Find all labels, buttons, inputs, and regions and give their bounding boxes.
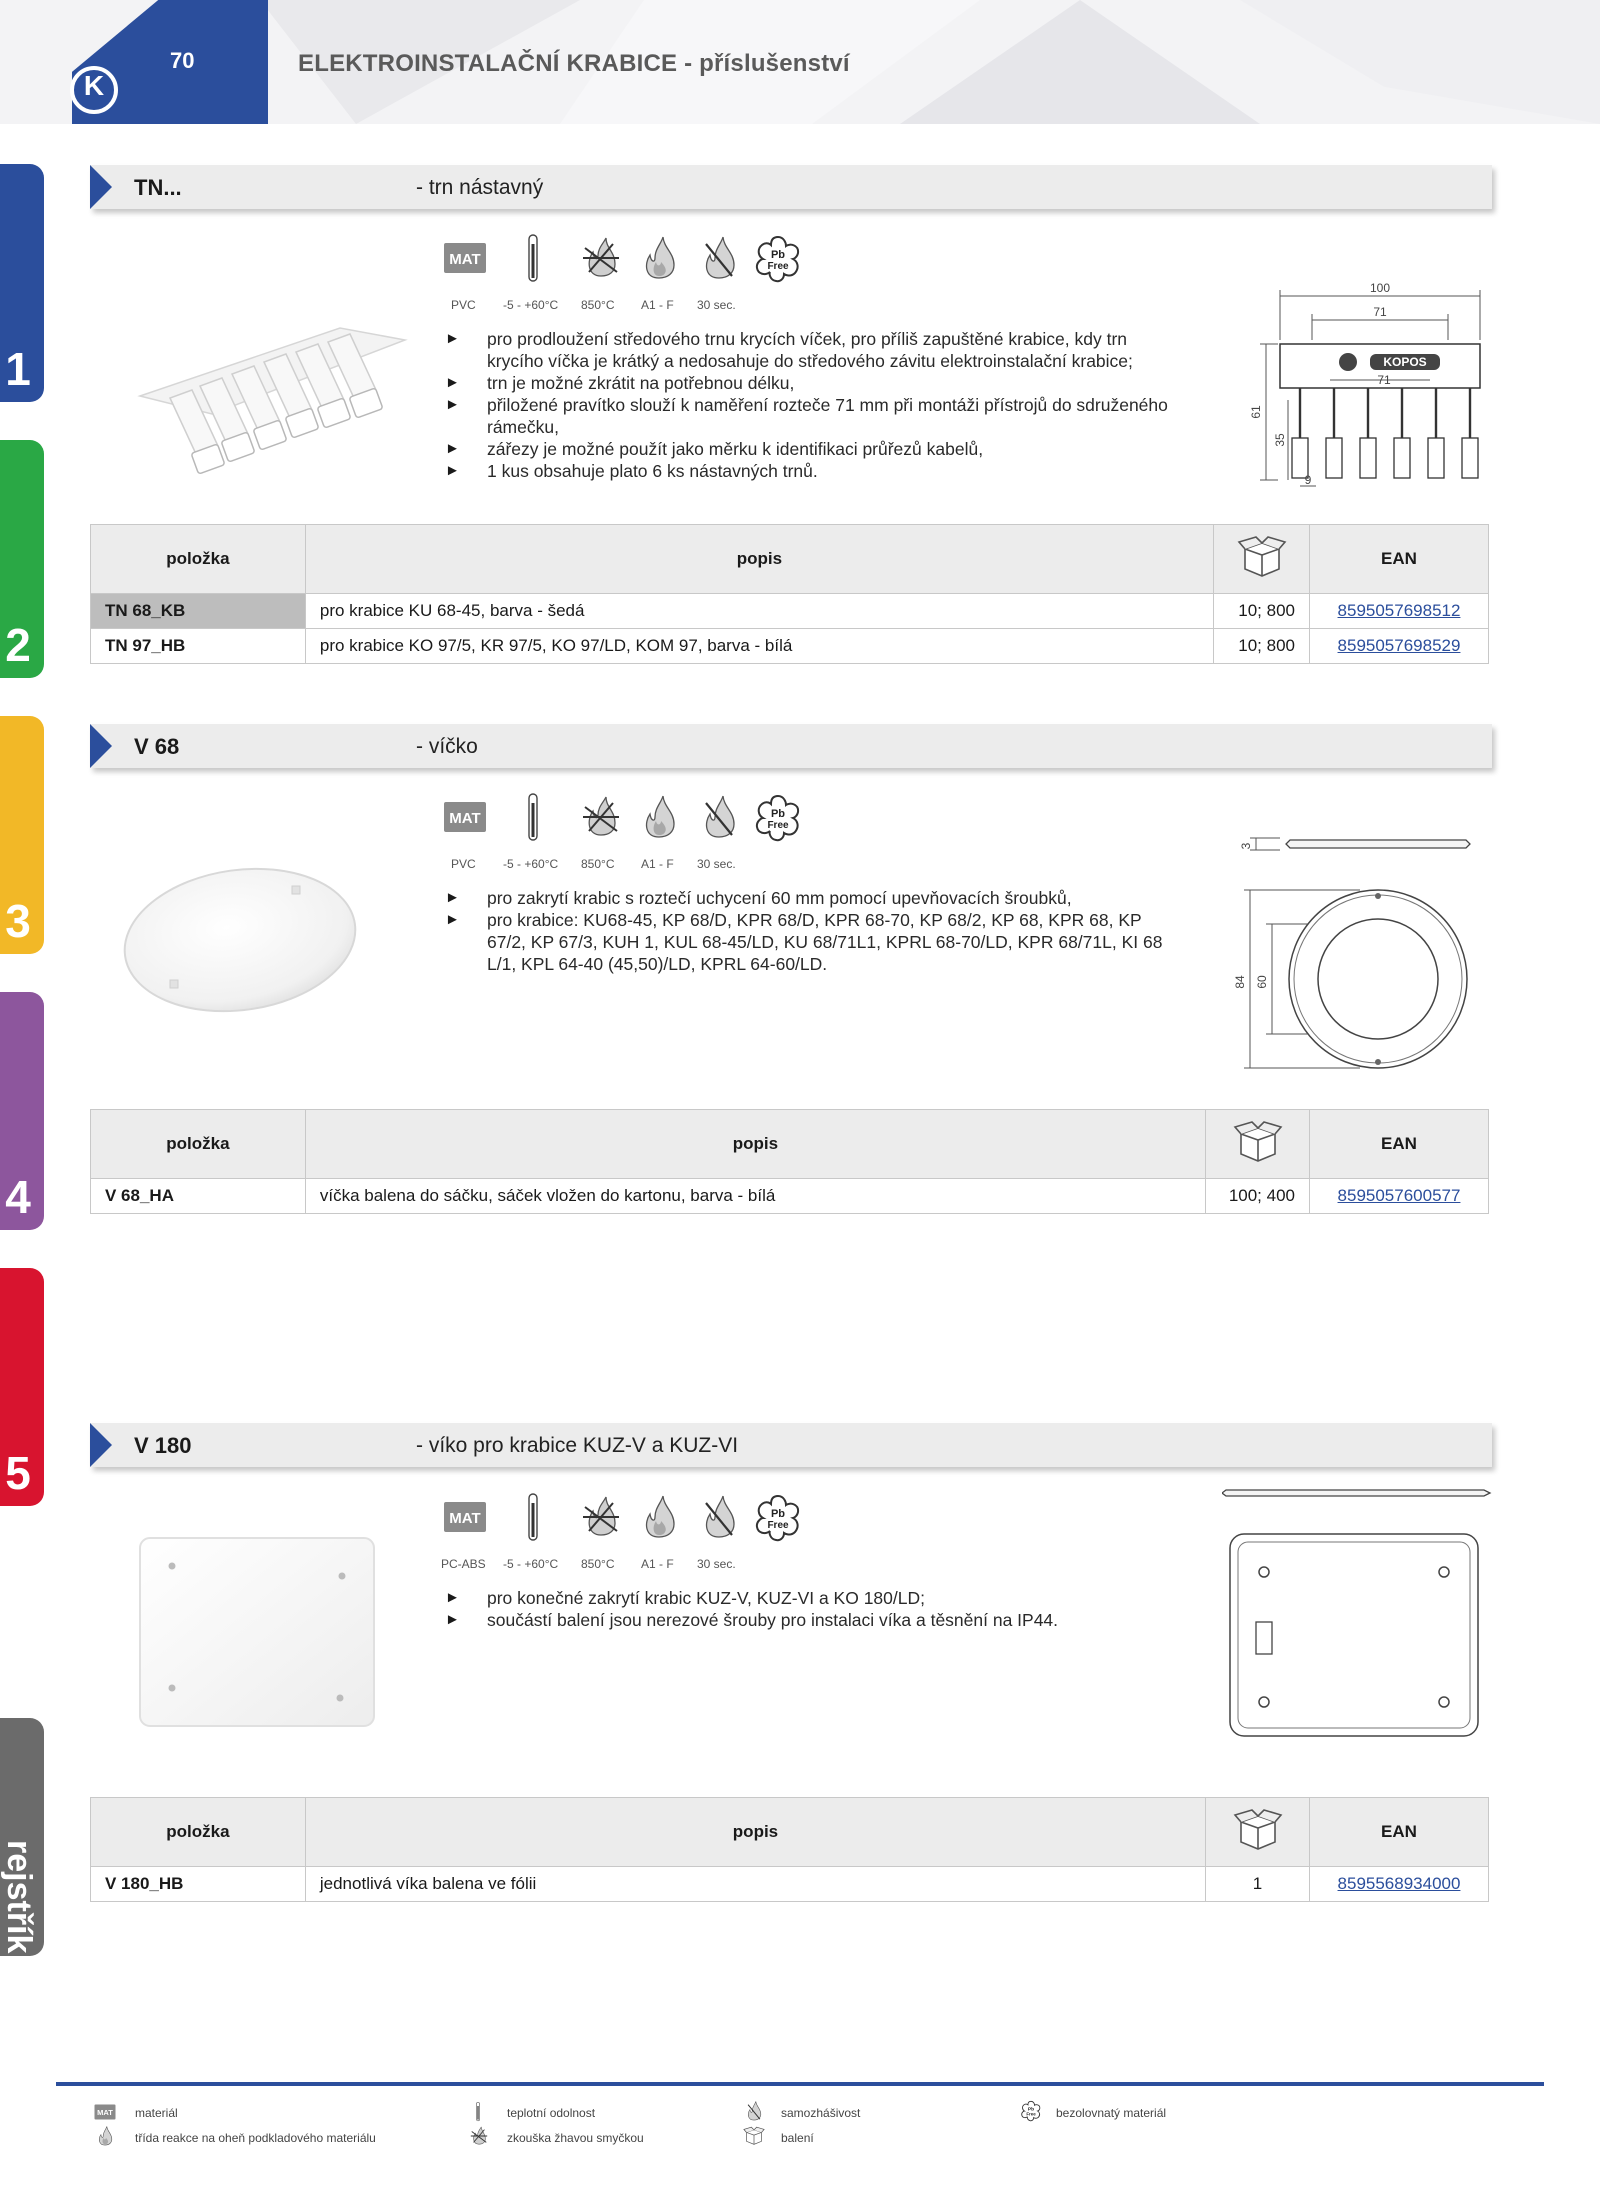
box-icon [1237,535,1287,579]
self-extinguish-value: 30 sec. [697,298,736,312]
property-labels [441,857,781,873]
temperature-value: -5 - +60°C [503,1557,559,1571]
feature-list [445,1587,1185,1631]
mat-badge [443,801,487,833]
property-icons [441,1493,781,1573]
legend-self-extinguishing: samozhášivost [781,2106,861,2120]
glow-wire-value: 850°C [581,1557,615,1571]
section-header-v180 [90,1423,1492,1467]
drawing-brand: KOPOS [1383,355,1427,369]
section-arrow-icon [90,165,112,209]
dim-61: 61 [1249,405,1263,419]
legend-packaging: balení [781,2131,814,2145]
self-extinguish-value: 30 sec. [697,1557,736,1571]
section-header-v68 [90,724,1492,768]
list-item: ► pro prodloužení středového trnu krycích víček, pro příliš zapuštěné krabice, kdy trn krycího víčka je krátký a nedosahuje do středového závitu elektroinstalační krabice; [445,328,1185,372]
glow-wire-icon [579,1495,623,1539]
section-arrow-icon [90,1423,112,1467]
column-ean: EAN [1310,1798,1489,1867]
table-row [91,1179,1489,1214]
item-pack: 10; 800 [1214,629,1310,664]
fire-class-value: A1 - F [641,298,674,312]
item-code: V 68_HA [91,1179,306,1214]
technical-drawing-v68 [1220,828,1510,1078]
ean-link[interactable]: 8595568934000 [1337,1874,1461,1893]
mat-badge [94,2103,116,2121]
column-pack [1214,525,1310,594]
mat-badge [443,242,487,274]
column-item: položka [91,1110,306,1179]
item-pack: 1 [1206,1867,1310,1902]
fire-class-value: A1 - F [641,857,674,871]
page-number: 70 [170,48,195,73]
dim-60: 60 [1255,975,1269,989]
dim-35: 35 [1273,433,1287,447]
section-header-tn [90,165,1492,209]
pb-free-icon [753,234,803,284]
dim-84: 84 [1233,975,1247,989]
item-code: TN 68_KB [91,594,306,629]
tab-5[interactable] [0,1268,44,1506]
list-item: ► přiložené pravítko slouží k naměření rozteče 71 mm při montáži přístrojů do sdruženého rámečku, [445,394,1185,438]
section-code: V 68 [134,734,180,759]
product-table-v68 [90,1109,1489,1214]
ean-link[interactable]: 8595057600577 [1337,1186,1461,1205]
list-item: ► 1 kus obsahuje plato 6 ks nástavných trnů. [445,460,1185,482]
feature-list [445,887,1185,975]
glow-wire-value: 850°C [581,298,615,312]
footer-divider [56,2082,1544,2086]
thermometer-icon [525,793,541,843]
pb-free-icon [753,793,803,843]
glow-wire-icon [579,795,623,839]
tab-label: 3 [5,895,31,947]
flame-icon [637,1495,681,1539]
section-code: V 180 [134,1433,192,1458]
item-description: pro krabice KU 68-45, barva - šedá [305,594,1213,629]
item-pack: 10; 800 [1214,594,1310,629]
tab-index[interactable] [0,1718,44,1956]
property-labels [441,298,781,314]
table-header-row [91,525,1489,594]
table-row [91,629,1489,664]
item-code: V 180_HB [91,1867,306,1902]
glow-wire-value: 850°C [581,857,615,871]
property-icons [441,234,781,314]
dim-71: 71 [1373,305,1387,319]
technical-drawing-v180 [1222,1480,1492,1750]
legend-lead-free: bezolovnatý materiál [1056,2106,1167,2120]
column-description: popis [305,1110,1205,1179]
product-photo-v68 [110,858,370,1018]
box-icon [1233,1120,1283,1164]
property-labels [441,1557,781,1573]
dim-71b: 71 [1377,373,1391,387]
thermometer-icon [525,1493,541,1543]
glow-wire-icon [469,2126,489,2146]
tab-label: 1 [5,343,31,395]
section-description: - víčko [416,735,478,758]
dim-100: 100 [1369,281,1391,295]
column-pack [1206,1110,1310,1179]
item-description: víčka balena do sáčku, sáček vložen do kartonu, barva - bílá [305,1179,1205,1214]
logo-letter: K [83,70,105,101]
tab-2[interactable] [0,440,44,678]
self-extinguishing-icon [744,2101,764,2121]
self-extinguishing-icon [697,795,741,839]
list-item: ► zářezy je možné použít jako měrku k identifikaci průřezů kabelů, [445,438,1185,460]
self-extinguishing-icon [697,1495,741,1539]
page-title: ELEKTROINSTALAČNÍ KRABICE - příslušenství [298,50,850,77]
column-item: položka [91,525,306,594]
ean-link[interactable]: 8595057698512 [1337,601,1461,620]
property-icons [441,793,781,873]
temperature-value: -5 - +60°C [503,857,559,871]
glow-wire-icon [579,236,623,280]
thermometer-icon [474,2102,482,2122]
table-row [91,1867,1489,1902]
temperature-value: -5 - +60°C [503,298,559,312]
thermometer-icon [525,234,541,284]
list-item: ► pro krabice: KU68-45, KP 68/D, KPR 68/D, KPR 68-70, KP 68/2, KP 68, KPR 68, KP 67/2, KP 67/3, KUH 1, KUL 68-45/LD, KU 68/71L1, KPRL 68-70/LD, KPR 68/71L, KI 68 L/1, KPL 64-40 (45,50)/LD, KPRL 64-60/LD. [445,909,1185,975]
flame-icon [637,236,681,280]
pb-free-icon [753,1493,803,1543]
list-item: ► součástí balení jsou nerezové šrouby pro instalaci víka a těsnění na IP44. [445,1609,1185,1631]
mat-badge [443,1501,487,1533]
table-header-row [91,1798,1489,1867]
item-description: jednotlivá víka balena ve fólii [305,1867,1205,1902]
table-row [91,594,1489,629]
list-item: ► trn je možné zkrátit na potřebnou délku, [445,372,1185,394]
list-item: ► pro zakrytí krabic s roztečí uchycení 60 mm pomocí upevňovacích šroubků, [445,887,1185,909]
product-table-tn [90,524,1489,664]
section-description: - trn nástavný [416,176,544,199]
tab-label: 4 [5,1171,31,1223]
column-pack [1206,1798,1310,1867]
feature-list [445,328,1185,482]
flame-icon [95,2126,115,2146]
legend-fire-class: třída reakce na oheň podkladového materiálu [135,2131,376,2145]
product-photo-tn [100,318,420,478]
product-photo-v180 [132,1532,382,1732]
tab-label: 2 [5,619,31,671]
item-ean[interactable] [1310,1867,1489,1902]
box-icon [1233,1808,1283,1852]
legend-temperature: teplotní odolnost [507,2106,596,2120]
section-arrow-icon [90,724,112,768]
material-value: PVC [451,298,476,312]
dim-9: 9 [1304,473,1312,487]
tab-label: 5 [5,1447,31,1499]
product-table-v180 [90,1797,1489,1902]
item-description: pro krabice KO 97/5, KR 97/5, KO 97/LD, KOM 97, barva - bílá [305,629,1213,664]
item-ean[interactable] [1310,594,1489,629]
column-description: popis [305,525,1213,594]
self-extinguish-value: 30 sec. [697,857,736,871]
section-code: TN... [134,175,182,200]
box-icon [743,2126,765,2146]
column-ean: EAN [1310,1110,1489,1179]
section-description: - víko pro krabice KUZ-V a KUZ-VI [416,1434,739,1457]
item-ean[interactable] [1310,1179,1489,1214]
column-description: popis [305,1798,1205,1867]
material-value: PVC [451,857,476,871]
tab-label: rejstřík [0,1840,38,1954]
column-item: položka [91,1798,306,1867]
technical-drawing-tn [1220,280,1510,495]
item-code: TN 97_HB [91,629,306,664]
tab-3[interactable] [0,716,44,954]
item-ean[interactable] [1310,629,1489,664]
material-value: PC-ABS [441,1557,486,1571]
self-extinguishing-icon [697,236,741,280]
fire-class-value: A1 - F [641,1557,674,1571]
table-header-row [91,1110,1489,1179]
tab-4[interactable] [0,992,44,1230]
column-ean: EAN [1310,525,1489,594]
ean-link[interactable]: 8595057698529 [1337,636,1461,655]
legend-glow-wire: zkouška žhavou smyčkou [507,2131,644,2145]
tab-1[interactable] [0,164,44,402]
item-pack: 100; 400 [1206,1179,1310,1214]
dim-3: 3 [1239,842,1253,850]
legend-material: materiál [135,2106,178,2120]
flame-icon [637,795,681,839]
pb-free-icon [1020,2100,1042,2122]
list-item: ► pro konečné zakrytí krabic KUZ-V, KUZ-VI a KO 180/LD; [445,1587,1185,1609]
